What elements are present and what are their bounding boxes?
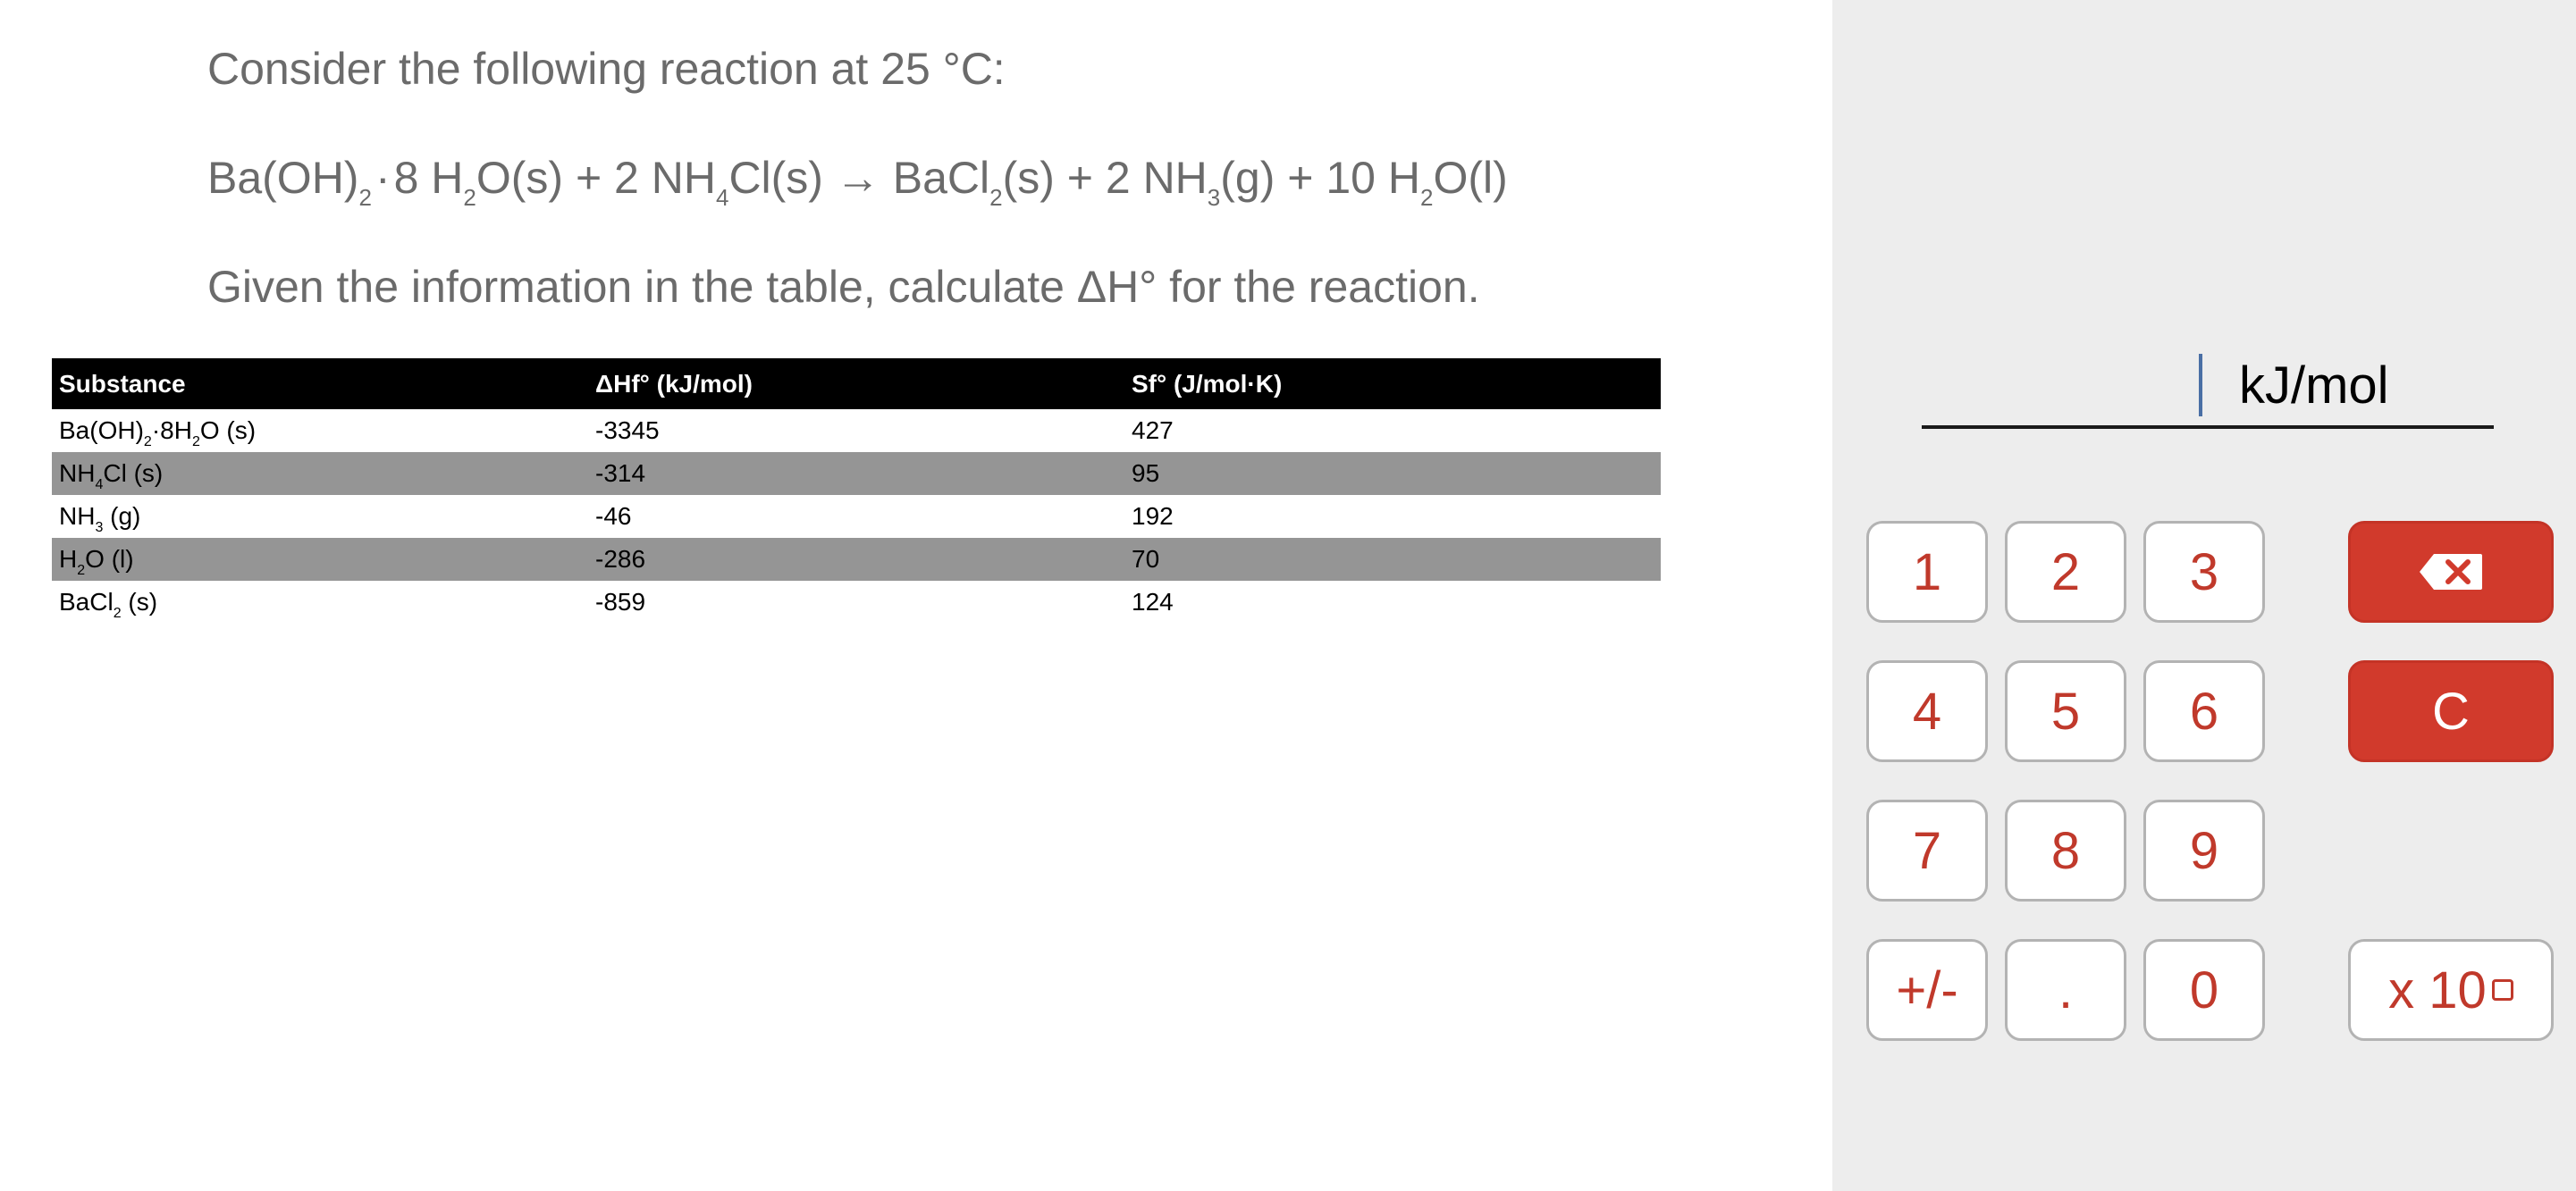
substance-subscript: 2 <box>77 563 86 578</box>
cell-enthalpy: -3345 <box>595 416 660 444</box>
reaction-part: 8 H <box>393 153 464 203</box>
key-0-button[interactable]: 0 <box>2143 939 2265 1041</box>
backspace-button[interactable] <box>2348 521 2554 623</box>
reaction-subscript: 3 <box>1207 184 1221 211</box>
substance-subscript: 3 <box>95 520 104 535</box>
answer-input[interactable] <box>1922 348 2494 429</box>
table-row <box>52 409 1661 452</box>
cell-substance <box>52 581 588 624</box>
cell-substance <box>52 538 588 581</box>
header-enthalpy: ΔHf° (kJ/mol) <box>588 358 1124 409</box>
key-9-button[interactable]: 9 <box>2143 800 2265 902</box>
key-3-button[interactable]: 3 <box>2143 521 2265 623</box>
key-4-button[interactable]: 4 <box>1866 660 1988 762</box>
times-ten-label: x 10 <box>2388 960 2487 1019</box>
cell-enthalpy: -314 <box>588 452 1124 495</box>
reaction-subscript: 2 <box>463 184 476 211</box>
cell-entropy: 95 <box>1124 452 1661 495</box>
substance-part: (g) <box>103 502 141 530</box>
text-cursor <box>2199 354 2202 416</box>
reaction-part: O(l) <box>1433 153 1508 203</box>
question-intro: Consider the following reaction at 25 °C: <box>207 44 1006 94</box>
table-row <box>52 538 1661 581</box>
reaction-dot: · <box>375 153 391 203</box>
header-entropy: Sf° (J/mol·K) <box>1124 358 1661 409</box>
table-row <box>52 581 1661 624</box>
substance-part: H <box>59 545 78 573</box>
substance-part: Ba(OH) <box>59 416 144 444</box>
answer-unit: kJ/mol <box>2239 356 2389 415</box>
thermo-data-table <box>52 358 1661 624</box>
key-1-button[interactable]: 1 <box>1866 521 1988 623</box>
cell-enthalpy: -46 <box>595 502 632 530</box>
cell-substance <box>52 495 588 538</box>
exponent-box-icon <box>2492 979 2513 1001</box>
table-row <box>52 452 1661 495</box>
times-ten-button[interactable] <box>2348 939 2554 1041</box>
substance-part: BaCl <box>59 588 114 616</box>
key-2-button[interactable]: 2 <box>2005 521 2126 623</box>
cell-entropy: 192 <box>1132 502 1174 530</box>
plus-minus-button[interactable]: +/- <box>1866 939 1988 1041</box>
calculator-panel <box>1832 0 2576 1191</box>
clear-button[interactable]: C <box>2348 660 2554 762</box>
decimal-button[interactable]: . <box>2005 939 2126 1041</box>
reaction-subscript: 2 <box>358 184 372 211</box>
reaction-part: Cl(s) → BaCl <box>728 153 990 203</box>
substance-part: O (l) <box>85 545 134 573</box>
key-5-button[interactable]: 5 <box>2005 660 2126 762</box>
substance-part: ·8H <box>151 416 192 444</box>
reaction-subscript: 2 <box>989 184 1003 211</box>
question-instruction: Given the information in the table, calculate ΔH° for the reaction. <box>207 262 1480 312</box>
reaction-subscript: 2 <box>1419 184 1434 211</box>
substance-subscript: 2 <box>113 606 122 621</box>
cell-enthalpy: -859 <box>595 588 646 616</box>
reaction-part: O(s) + 2 NH <box>476 153 716 203</box>
cell-entropy: 427 <box>1132 416 1174 444</box>
substance-subscript: 2 <box>191 434 200 449</box>
table-header-row <box>52 358 1661 409</box>
cell-entropy: 124 <box>1132 588 1174 616</box>
substance-part: Cl (s) <box>103 459 164 487</box>
reaction-part: (g) + 10 H <box>1220 153 1420 203</box>
substance-part: O (s) <box>199 416 257 444</box>
reaction-part: Ba(OH) <box>207 153 359 203</box>
table-row <box>52 495 1661 538</box>
cell-enthalpy: -286 <box>588 538 1124 581</box>
key-7-button[interactable]: 7 <box>1866 800 1988 902</box>
cell-substance <box>52 409 588 452</box>
key-6-button[interactable]: 6 <box>2143 660 2265 762</box>
substance-part: NH <box>59 459 96 487</box>
cell-substance <box>52 452 588 495</box>
header-substance: Substance <box>52 358 588 409</box>
reaction-equation <box>207 152 1508 211</box>
key-8-button[interactable]: 8 <box>2005 800 2126 902</box>
reaction-part: (s) + 2 NH <box>1002 153 1208 203</box>
reaction-subscript: 4 <box>715 184 729 211</box>
substance-part: NH <box>59 502 96 530</box>
substance-subscript: 4 <box>95 477 104 492</box>
backspace-icon <box>2418 552 2484 591</box>
substance-part: (s) <box>121 588 158 616</box>
substance-subscript: 2 <box>143 434 152 449</box>
cell-entropy: 70 <box>1124 538 1661 581</box>
